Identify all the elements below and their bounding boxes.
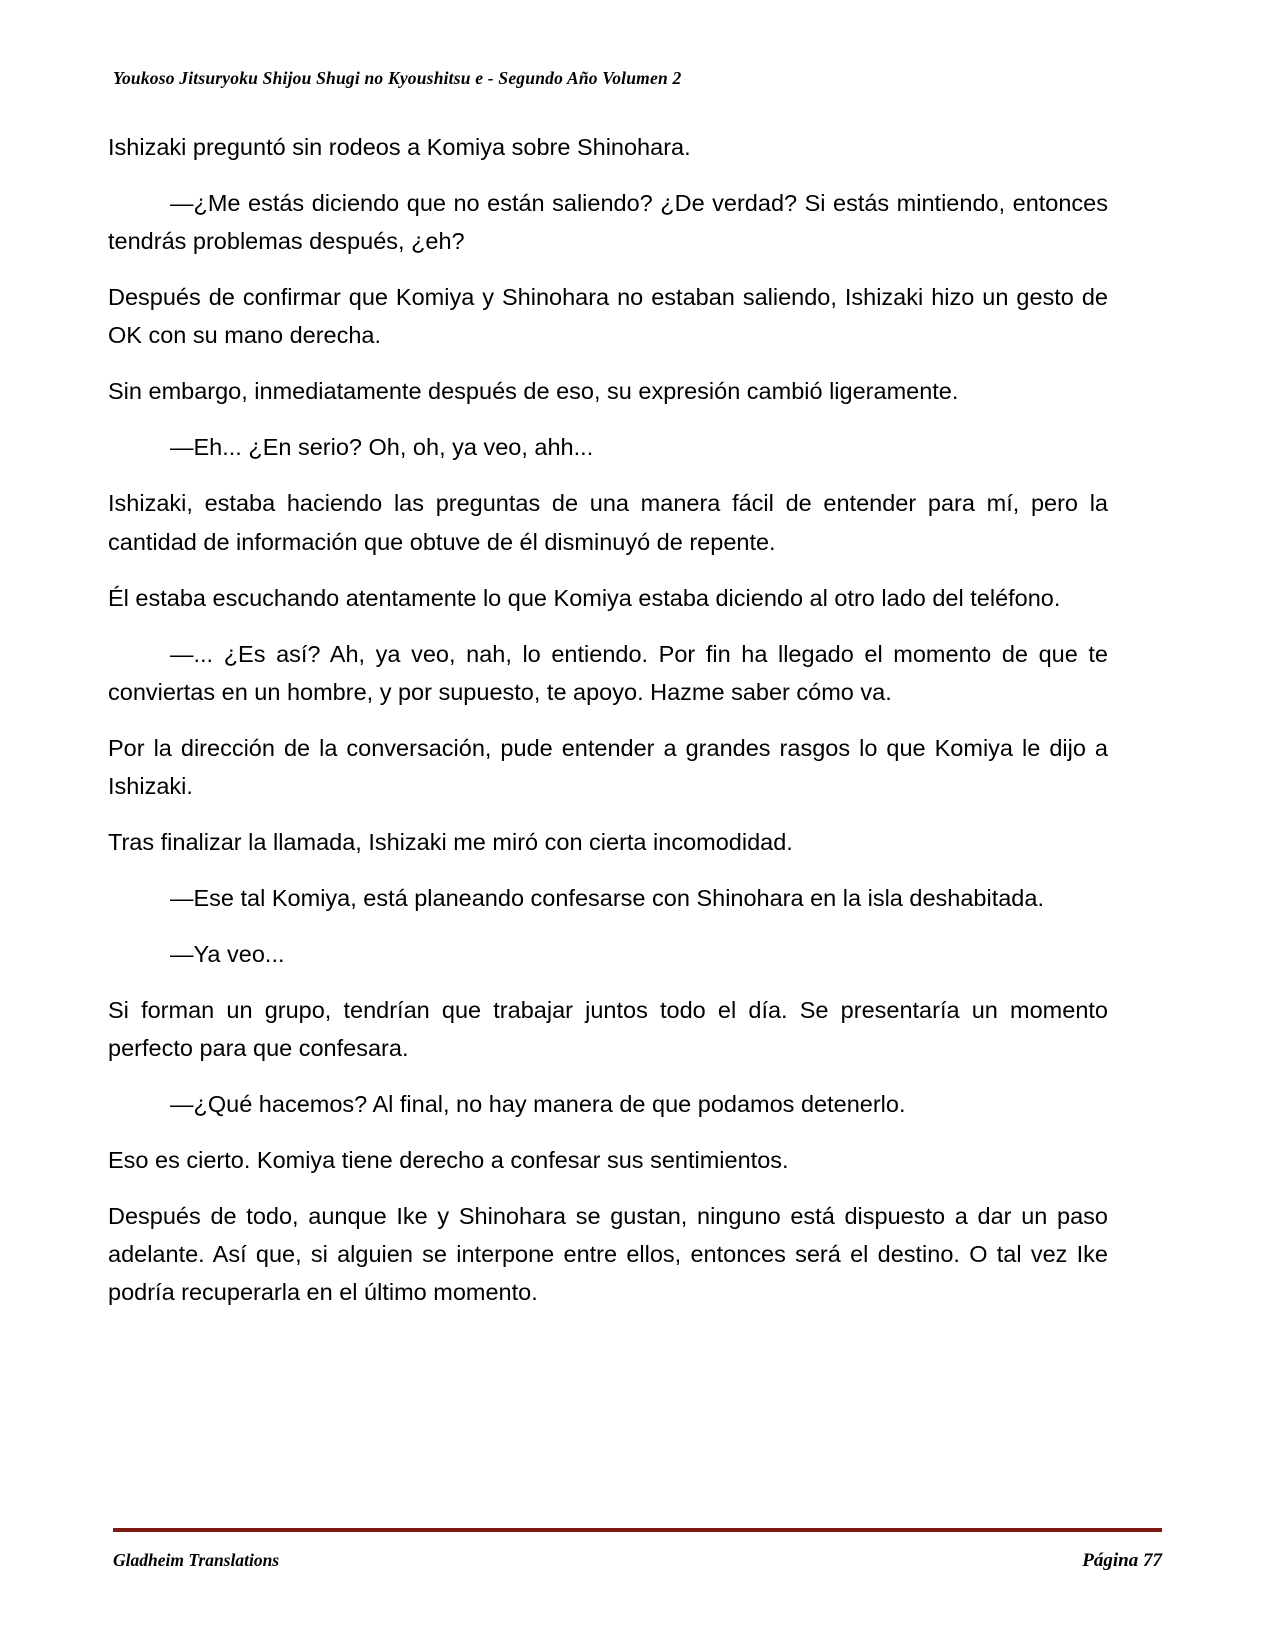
footer-translator-credit: Gladheim Translations [113, 1550, 280, 1570]
footer-divider [113, 1528, 1162, 1532]
paragraph: —¿Me estás diciendo que no están saliendo? ¿De verdad? Si estás mintiendo, entonces tendrás problemas después, ¿eh? [108, 190, 1108, 255]
paragraph: Por la dirección de la conversación, pude entender a grandes rasgos lo que Komiya le dijo a Ishizaki. [108, 734, 1108, 799]
paragraph: Tras finalizar la llamada, Ishizaki me miró con cierta incomodidad. [108, 828, 793, 855]
paragraph: Ishizaki preguntó sin rodeos a Komiya sobre Shinohara. [108, 134, 691, 160]
paragraph: Después de todo, aunque Ike y Shinohara se gustan, ninguno está dispuesto a dar un paso adelante. Así que, si alguien se interpone entre ellos, entonces será el destino. O tal vez Ike podría recuperarla en el último momento. [108, 1203, 1108, 1306]
paragraph: Si forman un grupo, tendrían que trabajar juntos todo el día. Se presentaría un momento perfecto para que confesara. [108, 997, 1108, 1062]
paragraph: Sin embargo, inmediatamente después de eso, su expresión cambió ligeramente. [108, 378, 959, 405]
paragraph: —Ya veo... [170, 941, 285, 967]
page-footer [113, 1550, 1162, 1572]
page-header-title: Youkoso Jitsuryoku Shijou Shugi no Kyoushitsu e - Segundo Año Volumen 2 [113, 68, 682, 88]
page-body [108, 128, 1108, 1330]
paragraph: Él estaba escuchando atentamente lo que Komiya estaba diciendo al otro lado del teléfono. [108, 584, 1061, 611]
paragraph: —... ¿Es así? Ah, ya veo, nah, lo entiendo. Por fin ha llegado el momento de que te conviertas en un hombre, y por supuesto, te apoyo. Hazme saber cómo va. [108, 640, 1108, 705]
paragraph: —¿Qué hacemos? Al final, no hay manera de que podamos detenerlo. [170, 1091, 906, 1118]
paragraph: —Ese tal Komiya, está planeando confesarse con Shinohara en la isla deshabitada. [170, 884, 1044, 911]
page-number: Página 77 [1082, 1550, 1162, 1571]
paragraph: Después de confirmar que Komiya y Shinohara no estaban saliendo, Ishizaki hizo un gesto de OK con su mano derecha. [108, 284, 1108, 349]
paragraph: Ishizaki, estaba haciendo las preguntas de una manera fácil de entender para mí, pero la cantidad de información que obtuve de él disminuyó de repente. [108, 490, 1108, 555]
paragraph: Eso es cierto. Komiya tiene derecho a confesar sus sentimientos. [108, 1147, 789, 1174]
paragraph: —Eh... ¿En serio? Oh, oh, ya veo, ahh... [170, 434, 594, 461]
